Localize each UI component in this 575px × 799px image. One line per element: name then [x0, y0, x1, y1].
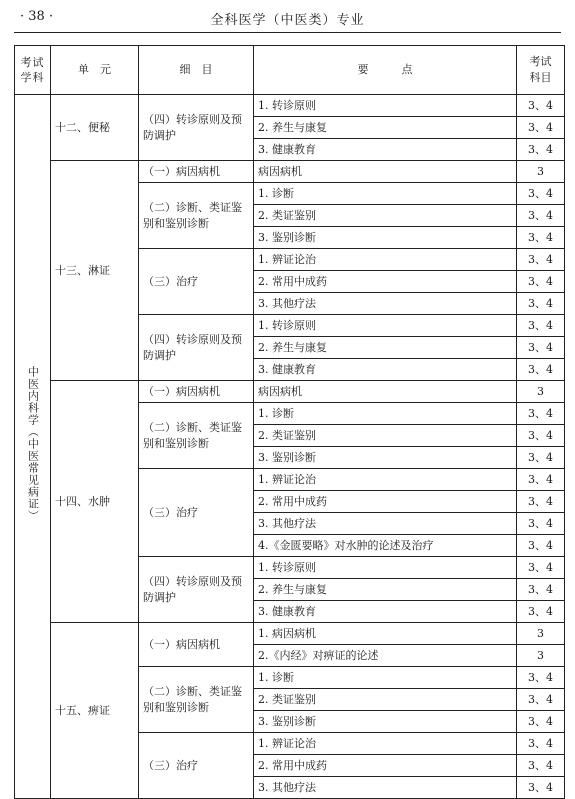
level-cell: 3、4 — [517, 469, 565, 491]
point-cell: 3. 鉴别诊断 — [254, 227, 517, 249]
level-cell: 3、4 — [517, 557, 565, 579]
table-body — [15, 95, 565, 799]
page-header — [14, 6, 561, 33]
detail-cell: （一）病因病机 — [139, 381, 254, 403]
unit-cell: 十五、痹证 — [51, 623, 139, 799]
point-cell: 3. 其他疗法 — [254, 777, 517, 799]
detail-cell: （四）转诊原则及预防调护 — [139, 557, 254, 623]
level-cell: 3、4 — [517, 95, 565, 117]
level-cell: 3、4 — [517, 117, 565, 139]
detail-cell: （三）治疗 — [139, 249, 254, 315]
level-cell: 3、4 — [517, 755, 565, 777]
header-subject: 考试学科 — [15, 46, 51, 95]
point-cell: 3. 健康教育 — [254, 601, 517, 623]
level-cell: 3、4 — [517, 601, 565, 623]
point-cell: 1. 诊断 — [254, 183, 517, 205]
header-unit: 单 元 — [51, 46, 139, 95]
detail-cell: （一）病因病机 — [139, 161, 254, 183]
level-cell: 3、4 — [517, 337, 565, 359]
detail-cell: （二）诊断、类证鉴别和鉴别诊断 — [139, 183, 254, 249]
level-cell: 3 — [517, 161, 565, 183]
level-cell: 3、4 — [517, 667, 565, 689]
point-cell: 3. 健康教育 — [254, 139, 517, 161]
point-cell: 3. 其他疗法 — [254, 293, 517, 315]
point-cell: 2. 类证鉴别 — [254, 425, 517, 447]
point-cell: 1. 转诊原则 — [254, 315, 517, 337]
detail-cell: （三）治疗 — [139, 733, 254, 799]
level-cell: 3、4 — [517, 513, 565, 535]
table-row — [15, 161, 565, 183]
point-cell: 2. 养生与康复 — [254, 117, 517, 139]
point-cell: 病因病机 — [254, 381, 517, 403]
point-cell: 2. 常用中成药 — [254, 755, 517, 777]
detail-cell: （三）治疗 — [139, 469, 254, 557]
header-detail: 细 目 — [139, 46, 254, 95]
unit-cell: 十三、淋证 — [51, 161, 139, 381]
point-cell: 1. 诊断 — [254, 403, 517, 425]
page-number: · 38 · — [20, 9, 54, 24]
point-cell: 病因病机 — [254, 161, 517, 183]
detail-cell: （二）诊断、类证鉴别和鉴别诊断 — [139, 403, 254, 469]
detail-cell: （四）转诊原则及预防调护 — [139, 315, 254, 381]
level-cell: 3、4 — [517, 579, 565, 601]
level-cell: 3 — [517, 623, 565, 645]
point-cell: 1. 病因病机 — [254, 623, 517, 645]
level-cell: 3、4 — [517, 271, 565, 293]
header-level: 考试科目 — [517, 46, 565, 95]
subject-label: 中医内科学（中医常见病证） — [26, 366, 40, 522]
level-cell: 3、4 — [517, 425, 565, 447]
point-cell: 3. 其他疗法 — [254, 513, 517, 535]
level-cell: 3、4 — [517, 689, 565, 711]
level-cell: 3、4 — [517, 535, 565, 557]
level-cell: 3、4 — [517, 205, 565, 227]
unit-cell: 十四、水肿 — [51, 381, 139, 623]
point-cell: 1. 诊断 — [254, 667, 517, 689]
level-cell: 3 — [517, 381, 565, 403]
level-cell: 3、4 — [517, 315, 565, 337]
table-row — [15, 623, 565, 645]
level-cell: 3、4 — [517, 733, 565, 755]
running-title: 全科医学（中医类）专业 — [210, 13, 365, 28]
point-cell: 4.《金匮要略》对水肿的论述及治疗 — [254, 535, 517, 557]
header-point: 要 点 — [254, 46, 517, 95]
level-cell: 3、4 — [517, 359, 565, 381]
point-cell: 2. 养生与康复 — [254, 579, 517, 601]
point-cell: 1. 辨证论治 — [254, 249, 517, 271]
point-cell: 2.《内经》对痹证的论述 — [254, 645, 517, 667]
point-cell: 3. 鉴别诊断 — [254, 711, 517, 733]
point-cell: 2. 类证鉴别 — [254, 689, 517, 711]
point-cell: 1. 转诊原则 — [254, 557, 517, 579]
level-cell: 3、4 — [517, 139, 565, 161]
point-cell: 2. 常用中成药 — [254, 271, 517, 293]
level-cell: 3、4 — [517, 293, 565, 315]
level-cell: 3、4 — [517, 183, 565, 205]
point-cell: 2. 类证鉴别 — [254, 205, 517, 227]
table-header-row — [15, 46, 565, 95]
table-row — [15, 95, 565, 117]
detail-cell: （一）病因病机 — [139, 623, 254, 667]
point-cell: 3. 健康教育 — [254, 359, 517, 381]
level-cell: 3、4 — [517, 777, 565, 799]
level-cell: 3、4 — [517, 447, 565, 469]
unit-cell: 十二、便秘 — [51, 95, 139, 161]
level-cell: 3、4 — [517, 249, 565, 271]
level-cell: 3、4 — [517, 403, 565, 425]
point-cell: 3. 鉴别诊断 — [254, 447, 517, 469]
detail-cell: （二）诊断、类证鉴别和鉴别诊断 — [139, 667, 254, 733]
point-cell: 2. 常用中成药 — [254, 491, 517, 513]
point-cell: 1. 辨证论治 — [254, 733, 517, 755]
point-cell: 1. 辨证论治 — [254, 469, 517, 491]
point-cell: 1. 转诊原则 — [254, 95, 517, 117]
level-cell: 3、4 — [517, 227, 565, 249]
point-cell: 2. 养生与康复 — [254, 337, 517, 359]
subject-cell — [15, 95, 51, 799]
level-cell: 3、4 — [517, 491, 565, 513]
level-cell: 3、4 — [517, 711, 565, 733]
table-row — [15, 381, 565, 403]
level-cell: 3 — [517, 645, 565, 667]
syllabus-table — [14, 45, 565, 799]
detail-cell: （四）转诊原则及预防调护 — [139, 95, 254, 161]
